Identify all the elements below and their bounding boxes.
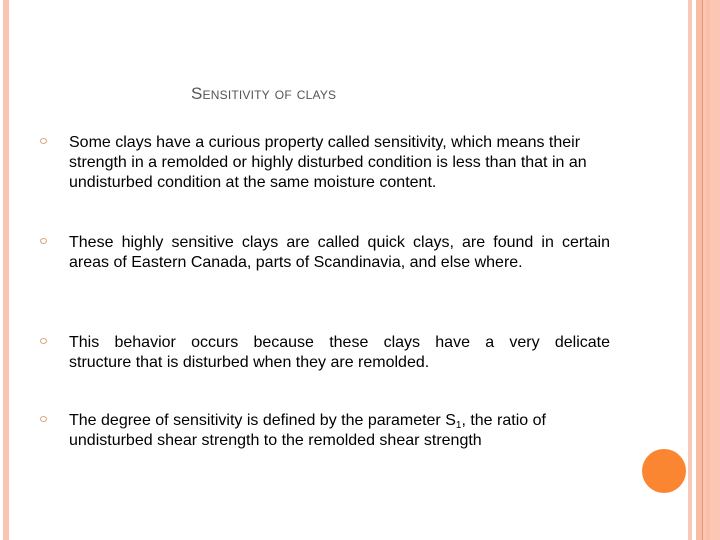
subscript: 1 [455, 420, 462, 431]
right-border-thin-bar [688, 0, 692, 540]
bullet-item [69, 411, 610, 451]
bullet-text-post: , the ratio of undisturbed shear strength to the remolded shear strength [69, 412, 546, 449]
decorative-orange-circle [642, 449, 686, 493]
bullet-item [69, 233, 610, 273]
right-border-band-inner [706, 0, 710, 540]
left-border-bar [3, 0, 9, 540]
slide-title: Sensitivity of clays [191, 84, 337, 103]
bullet-item [69, 333, 610, 373]
bullet-text-line2: structure that is disturbed when they are remolded. [69, 354, 430, 371]
hollow-circle-bullet-icon [40, 416, 47, 422]
hollow-circle-bullet-icon [40, 238, 47, 244]
bullet-text-pre: The degree of sensitivity is defined by the parameter S [69, 412, 456, 429]
right-border-line [702, 0, 703, 540]
bullet-text: Some clays have a curious property called sensitivity, which means their strength in a remolded or highly disturbed condition is less than that in an undisturbed condition at the same moisture content. [69, 134, 587, 191]
hollow-circle-bullet-icon [40, 138, 47, 144]
bullet-text-line1: This behavior occurs because these clays have a very delicate [69, 334, 610, 351]
bullet-text: These highly sensitive clays are called quick clays, are found in certain areas of Eastern Canada, parts of Scandinavia, and else where. [69, 234, 610, 271]
bullet-item [69, 133, 610, 193]
hollow-circle-bullet-icon [40, 338, 47, 344]
